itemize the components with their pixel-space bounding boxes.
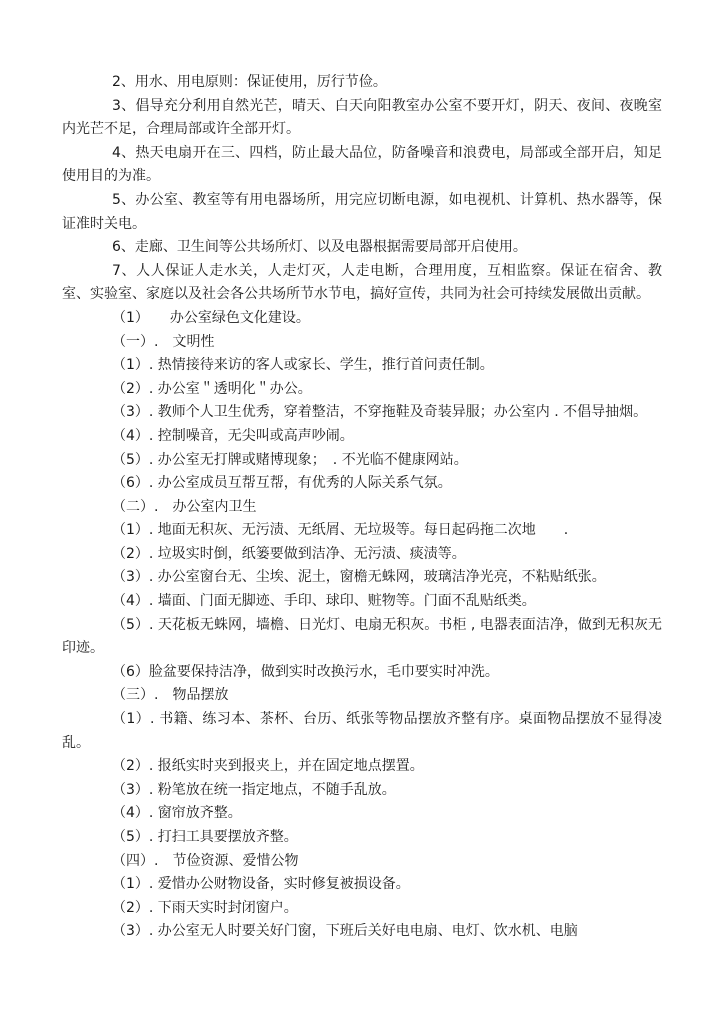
list-item: （2）. 报纸实时夹到报夹上，并在固定地点摆置。 [112,758,424,775]
list-item: （2）. 办公室＂透明化＂办公。 [112,380,312,397]
list-item: （5）. 天花板无蛛网，墙檐、日光灯、电扇无积灰。书柜 , 电器表面洁净，做到无积灰无印迹。 [62,616,662,657]
list-item: （4）. 窗帘放齐整。 [112,805,242,822]
list-item: （6）脸盆要保持洁净，做到实时改换污水，毛巾要实时冲洗。 [112,663,499,680]
subsection-heading-arrangement: （三）. 物品摆放 [112,687,229,704]
section-heading-green-office: （1） 办公室绿色文化建设。 [112,309,310,326]
subsection-heading-conservation: （四）. 节俭资源、爱惜公物 [112,852,299,869]
list-item: （4）. 控制噪音，无尖叫或高声吵闹。 [112,427,354,444]
paragraph-rule-2: 2、用水、用电原则：保证使用，厉行节俭。 [112,74,387,90]
paragraph-rule-6: 6、走廊、卫生间等公共场所灯、以及电器根据需要局部开启使用。 [112,239,527,256]
paragraph-rule-3: 3、倡导充分利用自然光芒，晴天、白天向阳教室办公室不要开灯，阴天、夜间、夜晚室内光芒不足，合理局部或许全部开灯。 [62,97,662,138]
list-item: （5）. 办公室无打牌或赌博现象； . 不光临不健康网站。 [112,451,468,468]
list-item: （1）. 书籍、练习本、茶杯、台历、纸张等物品摆放齐整有序。桌面物品摆放不显得凌乱。 [62,711,662,751]
list-item: （2）. 下雨天实时封闭窗户。 [112,899,298,916]
list-item: （3）. 办公室无人时要关好门窗，下班后关好电电扇、电灯、饮水机、电脑 [112,923,578,940]
subsection-heading-civility: （一）. 文明性 [112,333,215,350]
list-item: （4）. 墙面、门面无脚迹、手印、球印、赃物等。门面不乱贴纸类。 [112,593,536,610]
list-item: （3）. 粉笔放在统一指定地点，不随手乱放。 [112,781,396,798]
paragraph-rule-5: 5、办公室、教室等有用电器场所，用完应切断电源，如电视机、计算机、热水器等，保证准时关电。 [62,191,662,232]
list-item: （1）. 热情接待来访的客人或家长、学生，推行首问责任制。 [112,357,494,374]
list-item: （3）. 教师个人卫生优秀，穿着整洁，不穿拖鞋及奇装异服；办公室内 . 不倡导抽烟。 [112,404,648,421]
list-item: （1）. 爱惜办公财物设备，实时修复被损设备。 [112,876,410,893]
list-item: （1）. 地面无积灰、无污渍、无纸屑、无垃圾等。每日起码拖二次地 . [112,522,569,539]
list-item: （3）. 办公室窗台无、尘埃、泥土，窗檐无蛛网，玻璃洁净光亮，不粘贴纸张。 [112,569,606,586]
paragraph-rule-7: 7、人人保证人走水关，人走灯灭，人走电断，合理用度，互相监察。保证在宿舍、教室、实验室、家庭以及社会各公共场所节水节电，搞好宣传，共同为社会可持续发展做出贡献。 [62,262,662,303]
subsection-heading-hygiene: （二）. 办公室内卫生 [112,498,257,515]
paragraph-rule-4: 4、热天电扇开在三、四档，防止最大品位，防备噪音和浪费电，局部或全部开启，知足使用目的为准。 [62,144,662,185]
list-item: （6）. 办公室成员互帮互帮，有优秀的人际关系气氛。 [112,475,452,492]
list-item: （2）. 垃圾实时倒，纸篓要做到洁净、无污渍、痰渍等。 [112,545,466,562]
document-body [62,71,662,944]
list-item: （5）. 打扫工具要摆放齐整。 [112,829,298,845]
